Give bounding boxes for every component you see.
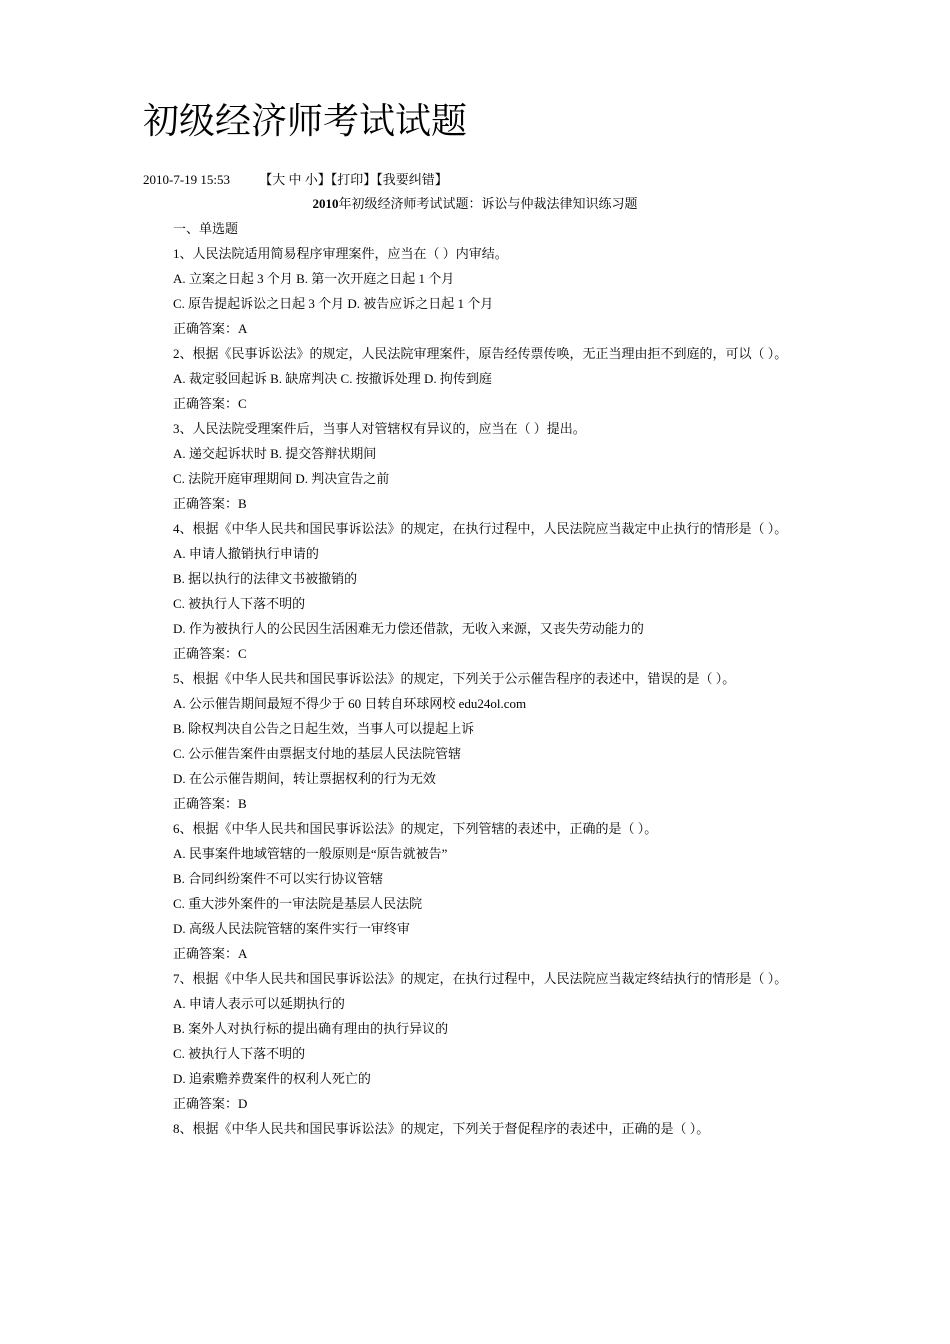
text-line: D. 作为被执行人的公民因生活困难无力偿还借款，无收入来源，又丧失劳动能力的 xyxy=(173,621,644,636)
text-line: C. 原告提起诉讼之日起 3 个月 D. 被告应诉之日起 1 个月 xyxy=(173,296,494,311)
subtitle-text: 年初级经济师考试试题：诉讼与仲裁法律知识练习题 xyxy=(338,196,638,211)
text-line: C. 被执行人下落不明的 xyxy=(173,1046,306,1061)
text-line: A. 裁定驳回起诉 B. 缺席判决 C. 按撤诉处理 D. 拘传到庭 xyxy=(173,371,492,386)
text-line: 一、单选题 xyxy=(173,221,239,236)
text-line: 正确答案：D xyxy=(173,1096,248,1111)
text-line: 正确答案：B xyxy=(173,496,247,511)
text-line: A. 公示催告期间最短不得少于 60 日转自环球网校 edu24ol.com xyxy=(173,696,527,711)
text-line: C. 被执行人下落不明的 xyxy=(173,596,306,611)
text-line: 7、根据《中华人民共和国民事诉讼法》的规定，在执行过程中，人民法院应当裁定终结执行的情形是（ ）。 xyxy=(173,971,788,986)
text-line: 正确答案：C xyxy=(173,396,247,411)
text-line: B. 合同纠纷案件不可以实行协议管辖 xyxy=(173,871,384,886)
text-line: 正确答案：C xyxy=(173,646,247,661)
meta-bar xyxy=(143,171,448,189)
question-list xyxy=(143,216,807,1141)
text-line: C. 公示催告案件由票据支付地的基层人民法院管辖 xyxy=(173,746,462,761)
text-line: 2、根据《民事诉讼法》的规定，人民法院审理案件，原告经传票传唤，无正当理由拒不到庭的，可以（ ）。 xyxy=(173,346,788,361)
text-line: 8、根据《中华人民共和国民事诉讼法》的规定，下列关于督促程序的表述中，正确的是（ ）。 xyxy=(173,1121,710,1136)
text-line: B. 据以执行的法律文书被撤销的 xyxy=(173,571,358,586)
text-line: 3、人民法院受理案件后，当事人对管辖权有异议的，应当在（ ）提出。 xyxy=(173,421,586,436)
text-line: C. 法院开庭审理期间 D. 判决宣告之前 xyxy=(173,471,390,486)
text-line: A. 立案之日起 3 个月 B. 第一次开庭之日起 1 个月 xyxy=(173,271,455,286)
page-title: 初级经济师考试试题 xyxy=(143,101,468,142)
text-line: 正确答案：B xyxy=(173,796,247,811)
text-line: A. 民事案件地域管辖的一般原则是“原告就被告” xyxy=(173,846,448,861)
exam-subtitle xyxy=(0,195,950,213)
subtitle-year: 2010 xyxy=(312,196,339,211)
text-line: 正确答案：A xyxy=(173,946,248,961)
text-line: A. 申请人撤销执行申请的 xyxy=(173,546,319,561)
publish-date: 2010-7-19 15:53 xyxy=(143,172,231,187)
text-line: A. 申请人表示可以延期执行的 xyxy=(173,996,345,1011)
text-line: D. 在公示催告期间，转让票据权利的行为无效 xyxy=(173,771,436,786)
text-line: D. 追索赡养费案件的权利人死亡的 xyxy=(173,1071,371,1086)
font-size-print-correction-links[interactable]: 【大 中 小】【打印】【我要纠错】 xyxy=(259,172,448,187)
text-line: B. 除权判决自公告之日起生效，当事人可以提起上诉 xyxy=(173,721,475,736)
text-line: D. 高级人民法院管辖的案件实行一审终审 xyxy=(173,921,410,936)
text-line: 1、人民法院适用简易程序审理案件，应当在（ ）内审结。 xyxy=(173,246,508,261)
text-line: A. 递交起诉状时 B. 提交答辩状期间 xyxy=(173,446,377,461)
text-line: C. 重大涉外案件的一审法院是基层人民法院 xyxy=(173,896,423,911)
text-line: 正确答案：A xyxy=(173,321,248,336)
text-line: 5、根据《中华人民共和国民事诉讼法》的规定，下列关于公示催告程序的表述中，错误的是（ ）。 xyxy=(173,671,736,686)
text-line: 6、根据《中华人民共和国民事诉讼法》的规定，下列管辖的表述中，正确的是（ ）。 xyxy=(173,821,658,836)
text-line: B. 案外人对执行标的提出确有理由的执行异议的 xyxy=(173,1021,449,1036)
text-line: 4、根据《中华人民共和国民事诉讼法》的规定，在执行过程中，人民法院应当裁定中止执行的情形是（ ）。 xyxy=(173,521,788,536)
